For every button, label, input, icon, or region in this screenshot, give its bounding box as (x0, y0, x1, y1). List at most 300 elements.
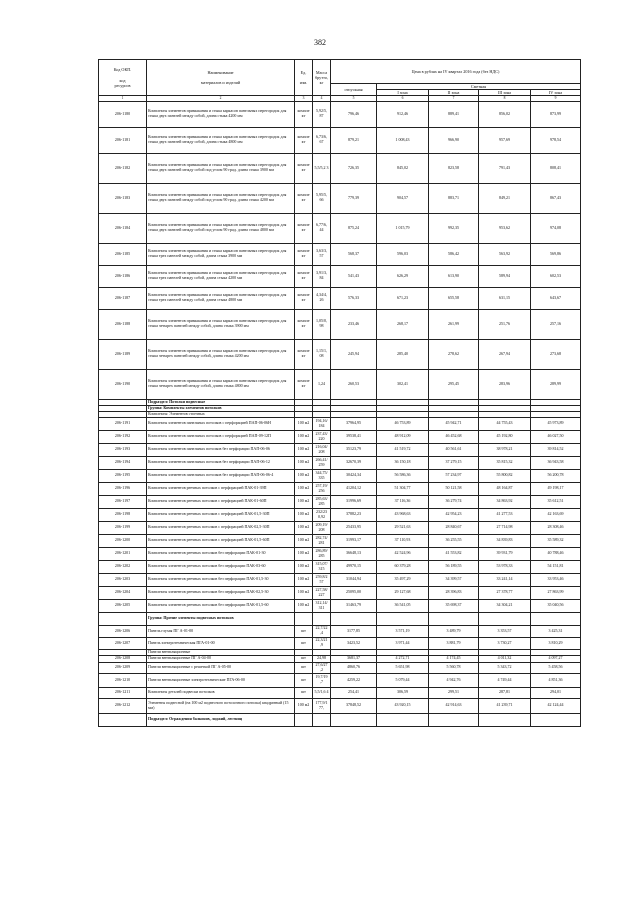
row-zone3-price: 55 800,82 (479, 469, 531, 482)
row-mass: 227,58/ 227 (313, 586, 331, 599)
row-code: 206-1188 (99, 309, 147, 339)
row-zone2-price: 37 279,15 (429, 456, 479, 469)
empty-cell (99, 713, 147, 726)
table-row (99, 443, 581, 456)
row-unit: компле кт (295, 339, 313, 369)
row-zone4-price: 3 810,29 (531, 637, 581, 649)
row-zone2-price: 4 174,45 (429, 655, 479, 662)
table-row (99, 655, 581, 662)
table-row (99, 183, 581, 213)
row-release-price: 41204,12 (331, 482, 377, 495)
row-zone1-price: 1 015,79 (377, 213, 429, 243)
row-zone2-price: 3 489,79 (429, 625, 479, 637)
row-zone4-price: 257,16 (531, 309, 581, 339)
row-zone2-price: 42 954,23 (429, 508, 479, 521)
empty-cell (313, 713, 331, 726)
table-row (99, 243, 581, 265)
row-release-price: 31044,94 (331, 573, 377, 586)
column-number: 2 (147, 96, 295, 101)
row-zone4-price: 3 425,31 (531, 625, 581, 637)
row-release-price: 245,94 (331, 339, 377, 369)
row-name: Панели вентиляционные электротехнические ПГА-06-00 (147, 673, 295, 687)
row-release-price: 30424,34 (331, 469, 377, 482)
row-zone2-price: 56 189,55 (429, 560, 479, 573)
row-name: Комплекты элементов примыкания и стыка каркасов панельных перегородок для стыка трех панелей между собой, длина стыка 4800 мм (147, 287, 295, 309)
row-name: Комплекты элементов реечных потолков с перфорацией ПАК-01-60П (147, 495, 295, 508)
row-code: 206-1212 (99, 698, 147, 713)
table-row (99, 101, 581, 127)
row-mass: 19,7/19 ,7 (313, 673, 331, 687)
row-zone4-price: 5 458,56 (531, 662, 581, 673)
row-mass: 282,74/ 281 (313, 534, 331, 547)
row-release-price: 31463,79 (331, 599, 377, 612)
empty-cell (429, 612, 479, 625)
row-mass: 209,19/ 208 (313, 521, 331, 534)
row-code: 206-1194 (99, 456, 147, 469)
row-name: Комплекты элементов примыкания и стыка каркасов панельных перегородок для стыка двух панелей между собой под углом 90 град. длина стыка 3900 мм (147, 153, 295, 183)
row-unit: 100 м2 (295, 586, 313, 599)
row-unit: 100 м2 (295, 534, 313, 547)
row-zone3-price: 563,92 (479, 243, 531, 265)
row-code: 206-1182 (99, 153, 147, 183)
row-unit: компле кт (295, 213, 313, 243)
row-zone1-price: 3 571,19 (377, 625, 429, 637)
row-unit: 100 м2 (295, 508, 313, 521)
row-zone3-price: 957,69 (479, 127, 531, 153)
row-unit: компле кт (295, 287, 313, 309)
row-name: Панель электротехническая ПГА-01-00 (147, 637, 295, 649)
row-zone1-price: 306,59 (377, 687, 429, 698)
section-title: Подраздел: Потолки подвесные (147, 399, 295, 405)
empty-cell (479, 713, 531, 726)
row-zone3-price: 3 730,27 (479, 637, 531, 649)
table-row (99, 560, 581, 573)
row-zone1-price: 51 304,77 (377, 482, 429, 495)
row-unit: 100 м2 (295, 495, 313, 508)
table-row (99, 547, 581, 560)
row-unit: шт (295, 662, 313, 673)
row-unit: 100 м2 (295, 469, 313, 482)
row-unit: компле кт (295, 127, 313, 153)
table-row (99, 430, 581, 443)
row-name: Комплекты элементов реечных потолков с перфорацией ПАК-02,5-30П (147, 521, 295, 534)
row-zone1-price: 42 524,96 (377, 547, 429, 560)
row-release-price: 726,35 (331, 153, 377, 183)
row-release-price: 3681,37 (331, 655, 377, 662)
row-zone1-price: 285,40 (377, 339, 429, 369)
row-name: Комплекты деталей подвески потолков (147, 687, 295, 698)
row-mass: 1,24 (313, 369, 331, 399)
row-zone2-price: 28 396,83 (429, 586, 479, 599)
row-release-price: 39538,41 (331, 430, 377, 443)
row-code: 206-1203 (99, 573, 147, 586)
row-code: 206-1185 (99, 243, 147, 265)
row-zone3-price: 856,02 (479, 101, 531, 127)
row-zone3-price: 251,76 (479, 309, 531, 339)
table-row (99, 265, 581, 287)
row-zone1-price: 671,23 (377, 287, 429, 309)
table-row (99, 625, 581, 637)
row-zone4-price: 54 151,81 (531, 560, 581, 573)
row-zone2-price: 5 560,78 (429, 662, 479, 673)
row-name: Панели вентиляционные с решеткой ПГ А-05-00 (147, 662, 295, 673)
row-unit: 100 м2 (295, 573, 313, 586)
row-release-price: 3177,85 (331, 625, 377, 637)
row-name: Комплекты элементов реечных потолков с перфорацией ПАК-01-39П (147, 482, 295, 495)
table-row (99, 213, 581, 243)
row-unit: компле кт (295, 153, 313, 183)
header-name: Наименование материалов и изделий (147, 60, 295, 96)
row-zone4-price: 808,41 (531, 153, 581, 183)
row-mass: 216,04/ 208 (313, 443, 331, 456)
table-row (99, 417, 581, 430)
row-zone1-price: 626,29 (377, 265, 429, 287)
row-mass: 312,14/ 311 (313, 599, 331, 612)
row-zone4-price: 56 200,78 (531, 469, 581, 482)
row-zone2-price: 295,45 (429, 369, 479, 399)
row-mass: 3,91/3, 84 (313, 265, 331, 287)
row-mass: 286,89/ 285 (313, 547, 331, 560)
empty-cell (531, 612, 581, 625)
row-zone2-price: 35 698,37 (429, 599, 479, 612)
row-zone2-price: 42 914,63 (429, 698, 479, 713)
row-unit: компле кт (295, 309, 313, 339)
row-release-price: 37848,52 (331, 698, 377, 713)
row-name: Элементы подвесной (на 100 м2 подвесного потолочного потолка) квадратный (15 мм) (147, 698, 295, 713)
row-zone2-price: 34 399,57 (429, 573, 479, 586)
row-mass: 1,05/0, 98 (313, 309, 331, 339)
row-zone3-price: 44 755,43 (479, 417, 531, 430)
row-release-price: 37882,23 (331, 508, 377, 521)
row-zone3-price: 849,21 (479, 183, 531, 213)
row-zone4-price: 35 589,32 (531, 534, 581, 547)
header-price: Цена в рублях на IV квартал 2016 года (без НДС) (331, 60, 581, 84)
row-zone2-price: 40 561,61 (429, 443, 479, 456)
row-zone3-price: 34 863,92 (479, 495, 531, 508)
row-mass: 285,63/ 285 (313, 495, 331, 508)
row-zone3-price: 48 164,87 (479, 482, 531, 495)
row-code: 206-1189 (99, 339, 147, 369)
row-unit: 100 м2 (295, 430, 313, 443)
row-zone3-price: 45 192,80 (479, 430, 531, 443)
table-row (99, 127, 581, 153)
row-zone4-price: 36 943,58 (531, 456, 581, 469)
row-code: 206-1211 (99, 687, 147, 698)
empty-cell (331, 713, 377, 726)
table-row (99, 469, 581, 482)
row-mass: 344,75/ 335 (313, 469, 331, 482)
row-mass: 259,8/2 57 (313, 573, 331, 586)
row-mass: 194,16/ 184 (313, 417, 331, 430)
row-name: Комплекты элементов реечных потолков с перфорацией ПАК-01,5-60П (147, 534, 295, 547)
row-unit: 100 м2 (295, 417, 313, 430)
row-name: Комплекты элементов панельных потолков с перфорацией ПАП-06-06Н (147, 417, 295, 430)
row-unit: 100 м2 (295, 443, 313, 456)
row-release-price: 796,46 (331, 101, 377, 127)
empty-cell (377, 713, 429, 726)
row-name: Комплекты элементов панельных потолков без перфорации ПАП-06-06-4 (147, 469, 295, 482)
table-row (99, 369, 581, 399)
row-name: Комплекты элементов примыкания и стыка каркасов панельных перегородок для стыка трех панелей между собой, длина стыка 4200 мм (147, 265, 295, 287)
row-code: 206-1180 (99, 101, 147, 127)
row-zone4-price: 978,54 (531, 127, 581, 153)
table-row (99, 521, 581, 534)
row-zone3-price: 791,43 (479, 153, 531, 183)
row-zone3-price: 5 343,72 (479, 662, 531, 673)
table-row (99, 153, 581, 183)
row-zone2-price: 57 234,97 (429, 469, 479, 482)
row-unit: 100 м2 (295, 599, 313, 612)
row-release-price: 875,24 (331, 213, 377, 243)
row-zone3-price: 34 839,83 (479, 534, 531, 547)
row-code: 206-1202 (99, 560, 147, 573)
row-zone3-price: 267,94 (479, 339, 531, 369)
row-release-price: 568,37 (331, 243, 377, 265)
row-zone1-price: 36 541,05 (377, 599, 429, 612)
row-name: Комплекты элементов реечных потолков без перфорации ПАК-02,5-30 (147, 586, 295, 599)
table-row (99, 673, 581, 687)
row-zone2-price: 655,58 (429, 287, 479, 309)
row-code: 206-1186 (99, 265, 147, 287)
row-zone2-price: 28 840,67 (429, 521, 479, 534)
empty-cell (479, 612, 531, 625)
section-title: Подраздел: Ограждения балконов, лоджий, лестниц (147, 713, 295, 726)
table-row (99, 662, 581, 673)
row-zone1-price: 5 079,44 (377, 673, 429, 687)
header-release: отпускная (331, 84, 377, 96)
row-unit: шт (295, 625, 313, 637)
row-name: Комплекты элементов панельных потолков без перфорации ПАП-06-06 (147, 443, 295, 456)
row-unit: компле кт (295, 183, 313, 213)
row-code: 206-1181 (99, 127, 147, 153)
table-row (99, 573, 581, 586)
row-mass: 5,5/5,2 3 (313, 153, 331, 183)
header-zone3: III зона (479, 90, 531, 96)
empty-cell (429, 713, 479, 726)
column-number: 7 (429, 96, 479, 101)
row-zone2-price: 278,62 (429, 339, 479, 369)
row-unit: компле кт (295, 101, 313, 127)
row-unit: компле кт (295, 369, 313, 399)
row-zone2-price: 823,58 (429, 153, 479, 183)
row-zone1-price: 302,41 (377, 369, 429, 399)
table-row (99, 482, 581, 495)
row-code: 206-1201 (99, 547, 147, 560)
row-zone4-price: 35 040,56 (531, 599, 581, 612)
row-zone2-price: 36 255,55 (429, 534, 479, 547)
row-mass: 5,92/5, 87 (313, 101, 331, 127)
row-zone4-price: 39 814,52 (531, 443, 581, 456)
row-zone3-price: 4 011,32 (479, 655, 531, 662)
row-zone4-price: 45 973,89 (531, 417, 581, 430)
row-code: 206-1206 (99, 625, 147, 637)
row-mass: 5,5/1,6 4 (313, 687, 331, 698)
row-zone1-price: 36 150,18 (377, 456, 429, 469)
table-row (99, 586, 581, 599)
row-code: 206-1198 (99, 508, 147, 521)
row-zone1-price: 37 110,93 (377, 534, 429, 547)
row-zone2-price: 613,90 (429, 265, 479, 287)
row-release-price: 37964,95 (331, 417, 377, 430)
row-zone4-price: 42 163,69 (531, 508, 581, 521)
row-zone4-price: 42 124,44 (531, 698, 581, 713)
row-release-price: 260,53 (331, 369, 377, 399)
row-release-price: 779,39 (331, 183, 377, 213)
subgroup-title: Панели вентиляционные (147, 649, 295, 655)
row-zone3-price: 33 241,14 (479, 573, 531, 586)
row-zone2-price: 46 452,68 (429, 430, 479, 443)
row-name: Комплекты элементов примыкания и стыка каркасов панельных перегородок для стыка трех панелей между собой, длина стыка 3900 мм (147, 243, 295, 265)
row-zone3-price: 631,15 (479, 287, 531, 309)
row-zone2-price: 36 279,74 (429, 495, 479, 508)
row-unit: компле кт (295, 265, 313, 287)
empty-cell (313, 612, 331, 625)
row-code: 206-1195 (99, 469, 147, 482)
row-zone2-price: 883,71 (429, 183, 479, 213)
row-mass: 6,73/6, 67 (313, 127, 331, 153)
header-zone2: II зона (429, 90, 479, 96)
row-zone2-price: 992,35 (429, 213, 479, 243)
row-zone1-price: 268,17 (377, 309, 429, 339)
row-zone4-price: 28 308,46 (531, 521, 581, 534)
row-release-price: 879,21 (331, 127, 377, 153)
row-release-price: 254,41 (331, 687, 377, 698)
row-unit: 100 м2 (295, 521, 313, 534)
row-unit: шт (295, 637, 313, 649)
row-code: 206-1200 (99, 534, 147, 547)
row-unit: 100 м2 (295, 698, 313, 713)
row-mass: 22,7/22 ,4 (313, 625, 331, 637)
row-zone1-price: 29 127,68 (377, 586, 429, 599)
table-row (99, 599, 581, 612)
row-zone4-price: 4 851,36 (531, 673, 581, 687)
row-zone1-price: 41 519,72 (377, 443, 429, 456)
row-zone4-price: 46 027,50 (531, 430, 581, 443)
header-estimate: Сметная (377, 84, 581, 90)
row-name: Комплекты элементов примыкания и стыка каркасов панельных перегородок для стыка четырех панелей между собой, длина стыка 4200 мм (147, 339, 295, 369)
row-mass: 315,07/ 315 (313, 560, 331, 573)
row-name: Комплекты элементов панельных потолков без перфорации ПАП-06-12 (147, 456, 295, 469)
page-number: 382 (314, 38, 326, 47)
row-zone3-price: 283,96 (479, 369, 531, 399)
row-unit: шт (295, 687, 313, 698)
row-zone2-price: 966,90 (429, 127, 479, 153)
row-zone1-price: 35 497,29 (377, 573, 429, 586)
row-code: 206-1208 (99, 655, 147, 662)
row-zone4-price: 873,99 (531, 101, 581, 127)
row-zone2-price: 3 881,79 (429, 637, 479, 649)
row-zone1-price: 60 379,28 (377, 560, 429, 573)
row-mass: 24,98 (313, 655, 331, 662)
row-zone4-price: 974,08 (531, 213, 581, 243)
row-zone1-price: 845,02 (377, 153, 429, 183)
table-row (99, 495, 581, 508)
row-zone1-price: 43 968,63 (377, 508, 429, 521)
row-zone1-price: 37 116,36 (377, 495, 429, 508)
row-code: 206-1204 (99, 586, 147, 599)
empty-cell (531, 713, 581, 726)
row-release-price: 36648,13 (331, 547, 377, 560)
row-zone4-price: 602,53 (531, 265, 581, 287)
row-unit: 100 м2 (295, 560, 313, 573)
table-row (99, 534, 581, 547)
row-code: 206-1187 (99, 287, 147, 309)
row-name: Комплекты элементов примыкания и стыка каркасов панельных перегородок для стыка двух панелей между собой, длина стыка 4200 мм (147, 101, 295, 127)
table-row (99, 687, 581, 698)
row-release-price: 25095,00 (331, 586, 377, 599)
row-zone2-price: 261,99 (429, 309, 479, 339)
row-mass: 1,15/1, 08 (313, 339, 331, 369)
row-release-price: 576,33 (331, 287, 377, 309)
row-unit: шт (295, 655, 313, 662)
row-zone1-price: 46 753,89 (377, 417, 429, 430)
section-row (99, 612, 581, 625)
row-unit: 100 м2 (295, 547, 313, 560)
row-code: 206-1193 (99, 443, 147, 456)
empty-cell (99, 612, 147, 625)
row-release-price: 3423,52 (331, 637, 377, 649)
row-zone3-price: 41 239,71 (479, 698, 531, 713)
row-zone1-price: 3 971,44 (377, 637, 429, 649)
section-title: Группа: Комплекты элементов потолков (147, 405, 295, 411)
header-zone4: IV зона (531, 90, 581, 96)
row-release-price: 49970,15 (331, 560, 377, 573)
row-code: 206-1184 (99, 213, 147, 243)
row-release-price: 35123,79 (331, 443, 377, 456)
header-code: Код ОКП. код ресурсов (99, 60, 147, 96)
row-zone4-price: 294,01 (531, 687, 581, 698)
row-code: 206-1197 (99, 495, 147, 508)
row-zone4-price: 40 788,46 (531, 547, 581, 560)
column-number: 1 (99, 96, 147, 101)
row-unit: 100 м2 (295, 482, 313, 495)
row-zone4-price: 273,68 (531, 339, 581, 369)
row-mass: 3,63/3, 57 (313, 243, 331, 265)
row-code: 206-1183 (99, 183, 147, 213)
row-release-price: 541,43 (331, 265, 377, 287)
table-row (99, 456, 581, 469)
row-release-price: 4259,22 (331, 673, 377, 687)
row-mass: 237,43/ 220 (313, 430, 331, 443)
row-code: 206-1190 (99, 369, 147, 399)
column-number: 8 (479, 96, 531, 101)
row-zone1-price: 43 920,15 (377, 698, 429, 713)
row-release-price: 4860,76 (331, 662, 377, 673)
row-zone2-price: 4 942,76 (429, 673, 479, 687)
row-code: 206-1196 (99, 482, 147, 495)
row-unit: 100 м2 (295, 456, 313, 469)
table-row (99, 698, 581, 713)
row-release-price: 32670,39 (331, 456, 377, 469)
row-code: 206-1192 (99, 430, 147, 443)
column-number: 5 (331, 96, 377, 101)
row-zone3-price: 27 378,77 (479, 586, 531, 599)
row-name: Комплекты элементов примыкания и стыка каркасов панельных перегородок для стыка двух панелей между собой под углом 90 град. длина стыка 4200 мм (147, 183, 295, 213)
row-zone2-price: 586,42 (429, 243, 479, 265)
row-mass: 4,34/4, 26 (313, 287, 331, 309)
row-zone2-price: 50 121,58 (429, 482, 479, 495)
row-mass: 27,6/27 ,2 (313, 662, 331, 673)
section-title: Группа: Прочие элементы подвесных потолков (147, 612, 295, 625)
empty-cell (377, 612, 429, 625)
row-release-price: 233,46 (331, 309, 377, 339)
row-zone3-price: 287,81 (479, 687, 531, 698)
row-mass: 257,19/ 256 (313, 482, 331, 495)
row-zone1-price: 912,46 (377, 101, 429, 127)
row-name: Комплекты элементов панельных потолков с перфорацией ПАП-09-12П (147, 430, 295, 443)
row-zone3-price: 34 304,21 (479, 599, 531, 612)
empty-cell (331, 612, 377, 625)
